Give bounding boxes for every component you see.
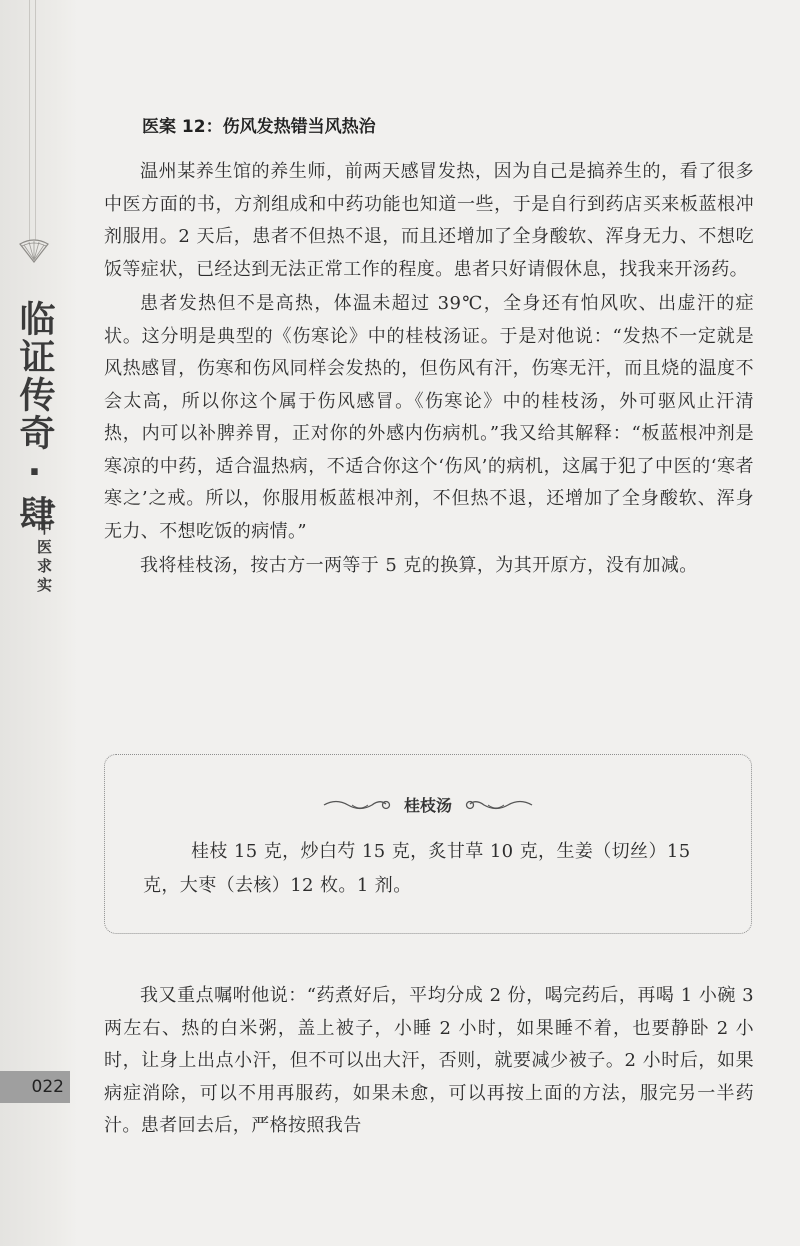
fan-ornament-icon xyxy=(18,236,50,264)
case-section xyxy=(104,112,754,583)
case-paragraph-1: 温州某养生馆的养生师，前两天感冒发热，因为自己是搞养生的，看了很多中医方面的书，方剂组成和中药功能也知道一些，于是自行到药店买来板蓝根冲剂服用。2 天后，患者不但热不退，而且还增加了全身酸软、浑身无力、不想吃饭等症状，已经达到无法正常工作的程度。患者只好请假休息，找我来开汤药。 xyxy=(104,161,754,280)
after-paragraph: 我又重点嘱咐他说：“药煮好后，平均分成 2 份，喝完药后，再喝 1 小碗 3 两左右、热的白米粥，盖上被子，小睡 2 小时，如果睡不着，也要静卧 2 小时，让身上出点小汗，但不可以出大汗，否则，就要减少被子。2 小时后，如果病症消除，可以不用再服药，如果未愈，可以再按上面的方法，服完另一半药汁。患者回去后，严格按照我告 xyxy=(104,985,754,1136)
case-paragraph-3: 我将桂枝汤，按古方一两等于 5 克的换算，为其开原方，没有加减。 xyxy=(140,555,698,576)
left-flourish-icon xyxy=(322,796,394,814)
prescription-heading xyxy=(105,793,751,816)
prescription-box xyxy=(104,754,752,934)
prescription-body: 桂枝 15 克，炒白芍 15 克，炙甘草 10 克，生姜（切丝）15 克，大枣（去核）12 枚。1 剂。 xyxy=(143,841,691,896)
after-section xyxy=(104,980,754,1143)
margin-rule-right xyxy=(35,0,36,240)
right-flourish-icon xyxy=(462,796,534,814)
book-subtitle: 中医求实 xyxy=(35,520,53,596)
case-title: 医案 12：伤风发热错当风热治 xyxy=(142,117,376,137)
case-paragraph-2: 患者发热但不是高热，体温未超过 39℃，全身还有怕风吹、出虚汗的症状。这分明是典型的《伤寒论》中的桂枝汤证。于是对他说：“发热不一定就是风热感冒，伤寒和伤风同样会发热的，但伤风有汗，伤寒无汗，而且烧的温度不会太高，所以你这个属于伤风感冒。《伤寒论》中的桂枝汤，外可驱风止汗清热，内可以补脾养胃，正对你的外感内伤病机。”我又给其解释：“板蓝根冲剂是寒凉的中药，适合温热病，不适合你这个‘伤风’的病机，这属于犯了中医的‘寒者寒之’之戒。所以，你服用板蓝根冲剂，不但热不退，还增加了全身酸软、浑身无力、不想吃饭的病情。” xyxy=(104,293,754,542)
book-title: 临证传奇·肆 xyxy=(14,300,55,533)
left-margin-band xyxy=(0,0,78,1246)
prescription-title: 桂枝汤 xyxy=(403,796,452,815)
margin-rule-left xyxy=(29,0,30,240)
page-number: 022 xyxy=(0,1071,70,1103)
